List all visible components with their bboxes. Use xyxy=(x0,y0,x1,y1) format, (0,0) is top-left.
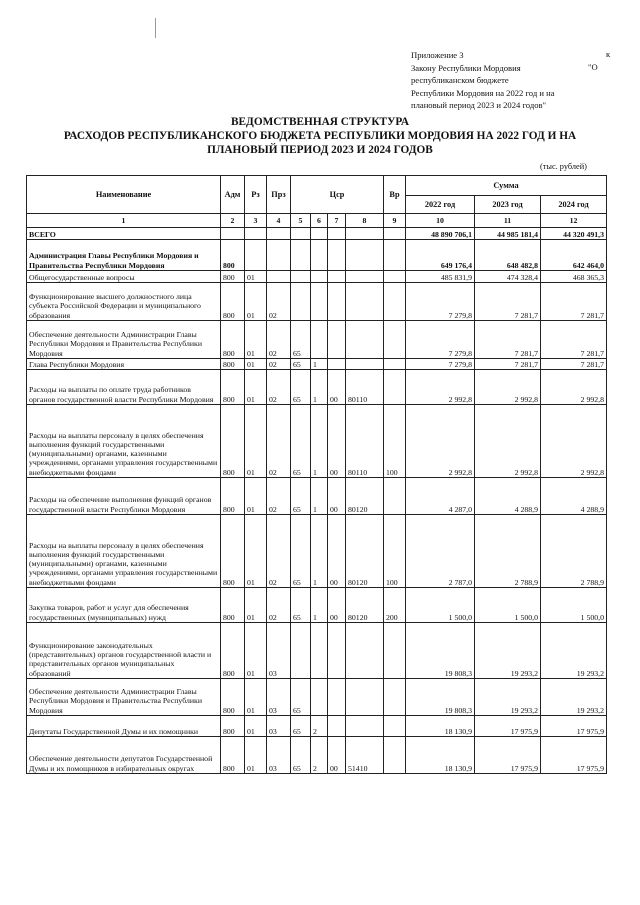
row-rz: 01 xyxy=(245,623,267,679)
row-csr-program xyxy=(291,271,311,283)
row-csr-program xyxy=(291,240,311,271)
column-index: 4 xyxy=(267,214,291,228)
row-adm: 800 xyxy=(221,370,245,405)
row-csr-direction xyxy=(346,228,384,240)
table-row xyxy=(27,283,607,321)
row-sum-2024: 17 975,9 xyxy=(541,716,607,737)
row-sum-2022: 7 279,8 xyxy=(406,359,475,370)
header-2024: 2024 год xyxy=(541,196,607,214)
appendix-line: республиканском бюджете xyxy=(411,75,509,86)
column-index: 9 xyxy=(384,214,406,228)
row-name: Обеспечение деятельности Администрации Главы Республики Мордовия и Правительства Республики Мордовия xyxy=(27,679,221,716)
row-prz: 03 xyxy=(267,623,291,679)
row-csr-direction xyxy=(346,283,384,321)
column-index: 3 xyxy=(245,214,267,228)
header-2022: 2022 год xyxy=(406,196,475,214)
row-csr-direction: 80110 xyxy=(346,370,384,405)
table-row xyxy=(27,271,607,283)
row-csr-program: 65 xyxy=(291,679,311,716)
row-csr-program: 65 xyxy=(291,478,311,515)
table-row xyxy=(27,679,607,716)
row-sum-2024: 19 293,2 xyxy=(541,623,607,679)
table-row xyxy=(27,515,607,588)
row-name: Депутаты Государственной Думы и их помощники xyxy=(27,716,221,737)
row-sum-2023: 648 482,8 xyxy=(475,240,541,271)
row-vr xyxy=(384,716,406,737)
row-rz: 01 xyxy=(245,679,267,716)
row-csr-sub: 1 xyxy=(311,588,328,623)
row-adm xyxy=(221,228,245,240)
row-sum-2022: 2 992,8 xyxy=(406,405,475,478)
table-row xyxy=(27,370,607,405)
table-row xyxy=(27,623,607,679)
row-vr xyxy=(384,240,406,271)
row-sum-2022: 19 808,3 xyxy=(406,679,475,716)
row-name: Расходы на выплаты персоналу в целях обеспечения выполнения функций государственными (муниципальными) органами, казенными учреждениями, органами управления государственными внебюджетными фондами xyxy=(27,515,221,588)
row-name: Расходы на обеспечение выполнения функций органов государственной власти Республики Мордовия xyxy=(27,478,221,515)
row-csr-program: 65 xyxy=(291,737,311,774)
row-csr-program xyxy=(291,623,311,679)
row-adm: 800 xyxy=(221,271,245,283)
row-csr-sub xyxy=(311,240,328,271)
row-sum-2024: 44 320 491,3 xyxy=(541,228,607,240)
row-csr-group xyxy=(328,240,346,271)
row-sum-2023: 19 293,2 xyxy=(475,679,541,716)
row-csr-sub xyxy=(311,271,328,283)
row-vr xyxy=(384,271,406,283)
row-rz: 01 xyxy=(245,271,267,283)
row-csr-sub xyxy=(311,679,328,716)
title-line: РАСХОДОВ РЕСПУБЛИКАНСКОГО БЮДЖЕТА РЕСПУБЛИКИ МОРДОВИЯ НА 2022 ГОД И НА xyxy=(63,130,577,142)
row-rz: 01 xyxy=(245,588,267,623)
column-index: 11 xyxy=(475,214,541,228)
row-csr-group: 00 xyxy=(328,737,346,774)
document-title xyxy=(20,115,620,157)
row-sum-2024: 7 281,7 xyxy=(541,359,607,370)
row-sum-2022: 18 130,9 xyxy=(406,716,475,737)
row-sum-2022: 1 500,0 xyxy=(406,588,475,623)
column-index: 1 xyxy=(27,214,221,228)
row-name: Расходы на выплаты по оплате труда работников органов государственной власти Республики Мордовия xyxy=(27,370,221,405)
table-row xyxy=(27,240,607,271)
row-csr-sub: 2 xyxy=(311,737,328,774)
row-csr-direction xyxy=(346,359,384,370)
row-prz: 02 xyxy=(267,405,291,478)
row-vr xyxy=(384,321,406,359)
row-csr-group: 00 xyxy=(328,405,346,478)
row-rz: 01 xyxy=(245,359,267,370)
header-vr: Вр xyxy=(384,176,406,214)
column-index: 8 xyxy=(346,214,384,228)
row-sum-2024: 468 365,3 xyxy=(541,271,607,283)
row-csr-program xyxy=(291,228,311,240)
budget-table xyxy=(26,175,607,774)
row-vr xyxy=(384,679,406,716)
title-line: ПЛАНОВЫЙ ПЕРИОД 2023 И 2024 ГОДОВ xyxy=(207,144,433,156)
row-adm: 800 xyxy=(221,679,245,716)
row-csr-sub: 1 xyxy=(311,478,328,515)
row-sum-2022: 2 787,0 xyxy=(406,515,475,588)
row-csr-program: 65 xyxy=(291,370,311,405)
appendix-line: плановый период 2023 и 2024 годов" xyxy=(411,100,547,111)
row-adm: 800 xyxy=(221,283,245,321)
column-index: 7 xyxy=(328,214,346,228)
row-name: Глава Республики Мордовия xyxy=(27,359,221,370)
row-name: Закупка товаров, работ и услуг для обеспечения государственных (муниципальных) нужд xyxy=(27,588,221,623)
row-sum-2023: 2 992,8 xyxy=(475,405,541,478)
row-sum-2022: 19 808,3 xyxy=(406,623,475,679)
row-sum-2023: 7 281,7 xyxy=(475,321,541,359)
row-sum-2022: 7 279,8 xyxy=(406,321,475,359)
row-adm: 800 xyxy=(221,515,245,588)
row-csr-sub: 1 xyxy=(311,370,328,405)
row-sum-2022: 485 831,9 xyxy=(406,271,475,283)
row-rz: 01 xyxy=(245,716,267,737)
row-sum-2023: 2 788,9 xyxy=(475,515,541,588)
row-csr-program: 65 xyxy=(291,588,311,623)
row-csr-sub xyxy=(311,283,328,321)
header-prz: Прз xyxy=(267,176,291,214)
row-prz: 02 xyxy=(267,478,291,515)
row-adm: 800 xyxy=(221,359,245,370)
scan-mark xyxy=(155,18,157,38)
row-adm: 800 xyxy=(221,588,245,623)
row-csr-direction xyxy=(346,240,384,271)
row-csr-program: 65 xyxy=(291,515,311,588)
table-row xyxy=(27,321,607,359)
row-prz: 03 xyxy=(267,679,291,716)
row-csr-sub xyxy=(311,623,328,679)
column-index: 12 xyxy=(541,214,607,228)
row-rz: 01 xyxy=(245,515,267,588)
row-sum-2023: 17 975,9 xyxy=(475,737,541,774)
row-adm: 800 xyxy=(221,623,245,679)
row-vr xyxy=(384,359,406,370)
row-sum-2023: 1 500,0 xyxy=(475,588,541,623)
row-name: ВСЕГО xyxy=(27,228,221,240)
row-csr-sub: 1 xyxy=(311,405,328,478)
table-row xyxy=(27,359,607,370)
row-sum-2022: 4 287,0 xyxy=(406,478,475,515)
row-sum-2023: 474 328,4 xyxy=(475,271,541,283)
row-prz: 03 xyxy=(267,716,291,737)
row-name: Администрация Главы Республики Мордовия и Правительства Республики Мордовия xyxy=(27,240,221,271)
row-vr xyxy=(384,737,406,774)
row-prz: 02 xyxy=(267,588,291,623)
appendix-corner-o: "О xyxy=(588,62,598,72)
row-sum-2022: 2 992,8 xyxy=(406,370,475,405)
table-row xyxy=(27,478,607,515)
row-csr-group xyxy=(328,228,346,240)
header-row xyxy=(27,176,607,196)
row-vr: 100 xyxy=(384,515,406,588)
column-index: 6 xyxy=(311,214,328,228)
row-prz: 02 xyxy=(267,283,291,321)
table-row xyxy=(27,737,607,774)
column-index: 5 xyxy=(291,214,311,228)
row-csr-group xyxy=(328,679,346,716)
row-csr-direction xyxy=(346,679,384,716)
row-csr-group xyxy=(328,321,346,359)
table-row xyxy=(27,228,607,240)
row-prz xyxy=(267,228,291,240)
row-sum-2023: 17 975,9 xyxy=(475,716,541,737)
row-name: Обеспечение деятельности депутатов Государственной Думы и их помощников в избирательных округах xyxy=(27,737,221,774)
row-csr-direction: 80120 xyxy=(346,588,384,623)
column-index: 10 xyxy=(406,214,475,228)
row-csr-group xyxy=(328,271,346,283)
row-adm: 800 xyxy=(221,405,245,478)
row-vr xyxy=(384,478,406,515)
row-csr-direction: 51410 xyxy=(346,737,384,774)
row-adm: 800 xyxy=(221,321,245,359)
column-index-row xyxy=(27,214,607,228)
row-adm: 800 xyxy=(221,716,245,737)
row-csr-program: 65 xyxy=(291,405,311,478)
row-sum-2023: 7 281,7 xyxy=(475,359,541,370)
row-csr-direction xyxy=(346,271,384,283)
row-sum-2024: 17 975,9 xyxy=(541,737,607,774)
row-adm: 800 xyxy=(221,478,245,515)
row-name: Общегосударственные вопросы xyxy=(27,271,221,283)
row-vr: 200 xyxy=(384,588,406,623)
header-rz: Рз xyxy=(245,176,267,214)
header-2023: 2023 год xyxy=(475,196,541,214)
row-sum-2024: 4 288,9 xyxy=(541,478,607,515)
row-vr xyxy=(384,623,406,679)
row-name: Функционирование высшего должностного лица субъекта Российской Федерации и муниципального образования xyxy=(27,283,221,321)
row-csr-group xyxy=(328,623,346,679)
row-sum-2023: 19 293,2 xyxy=(475,623,541,679)
row-adm: 800 xyxy=(221,737,245,774)
row-csr-direction xyxy=(346,623,384,679)
row-sum-2024: 2 992,8 xyxy=(541,370,607,405)
row-sum-2024: 7 281,7 xyxy=(541,283,607,321)
title-line: ВЕДОМСТВЕННАЯ СТРУКТУРА xyxy=(230,116,409,128)
row-csr-group xyxy=(328,283,346,321)
row-sum-2022: 18 130,9 xyxy=(406,737,475,774)
row-sum-2024: 642 464,0 xyxy=(541,240,607,271)
table-row xyxy=(27,405,607,478)
row-csr-direction: 80110 xyxy=(346,405,384,478)
row-csr-group: 00 xyxy=(328,478,346,515)
row-adm: 800 xyxy=(221,240,245,271)
row-csr-sub: 1 xyxy=(311,359,328,370)
row-prz xyxy=(267,271,291,283)
row-rz: 01 xyxy=(245,321,267,359)
row-rz: 01 xyxy=(245,405,267,478)
header-csr: Цср xyxy=(291,176,384,214)
row-name: Расходы на выплаты персоналу в целях обеспечения выполнения функций государственными (муниципальными) органами, казенными учреждениями, органами управления государственными внебюджетными фондами xyxy=(27,405,221,478)
row-prz: 02 xyxy=(267,359,291,370)
row-prz: 02 xyxy=(267,321,291,359)
row-rz: 01 xyxy=(245,283,267,321)
row-sum-2024: 2 992,8 xyxy=(541,405,607,478)
row-rz xyxy=(245,240,267,271)
row-csr-group: 00 xyxy=(328,370,346,405)
row-prz: 03 xyxy=(267,737,291,774)
row-csr-direction xyxy=(346,716,384,737)
column-index: 2 xyxy=(221,214,245,228)
row-sum-2024: 7 281,7 xyxy=(541,321,607,359)
row-sum-2024: 2 788,9 xyxy=(541,515,607,588)
row-sum-2022: 7 279,8 xyxy=(406,283,475,321)
row-csr-direction: 80120 xyxy=(346,515,384,588)
row-vr xyxy=(384,370,406,405)
row-csr-sub: 2 xyxy=(311,716,328,737)
row-rz xyxy=(245,228,267,240)
row-rz: 01 xyxy=(245,478,267,515)
row-csr-direction: 80120 xyxy=(346,478,384,515)
row-vr xyxy=(384,283,406,321)
row-prz: 02 xyxy=(267,370,291,405)
row-sum-2024: 1 500,0 xyxy=(541,588,607,623)
row-csr-sub xyxy=(311,321,328,359)
row-csr-group: 00 xyxy=(328,588,346,623)
row-csr-group: 00 xyxy=(328,515,346,588)
row-prz xyxy=(267,240,291,271)
row-sum-2023: 44 985 181,4 xyxy=(475,228,541,240)
header-adm: Адм xyxy=(221,176,245,214)
table-row xyxy=(27,716,607,737)
units-label: (тыс. рублей) xyxy=(540,162,587,171)
appendix-line: Приложение 3 xyxy=(411,50,464,60)
row-sum-2023: 2 992,8 xyxy=(475,370,541,405)
table-row xyxy=(27,588,607,623)
header-name: Наименование xyxy=(27,176,221,214)
row-sum-2023: 4 288,9 xyxy=(475,478,541,515)
row-csr-group xyxy=(328,359,346,370)
appendix-note xyxy=(411,49,611,112)
header-sum: Сумма xyxy=(406,176,607,196)
appendix-line: Республики Мордовия на 2022 год и на xyxy=(411,87,555,98)
row-csr-group xyxy=(328,716,346,737)
row-rz: 01 xyxy=(245,370,267,405)
row-csr-direction xyxy=(346,321,384,359)
row-csr-sub xyxy=(311,228,328,240)
appendix-line: Закону Республики Мордовия xyxy=(411,62,521,73)
row-rz: 01 xyxy=(245,737,267,774)
row-name: Обеспечение деятельности Администрации Главы Республики Мордовия и Правительства Республики Мордовия xyxy=(27,321,221,359)
row-csr-program: 65 xyxy=(291,359,311,370)
appendix-corner-k: к xyxy=(606,49,611,59)
row-csr-sub: 1 xyxy=(311,515,328,588)
row-sum-2022: 48 890 706,1 xyxy=(406,228,475,240)
row-csr-program: 65 xyxy=(291,716,311,737)
row-sum-2023: 7 281,7 xyxy=(475,283,541,321)
row-sum-2024: 19 293,2 xyxy=(541,679,607,716)
row-name: Функционирование законодательных (представительных) органов государственной власти и представительных органов муниципальных образований xyxy=(27,623,221,679)
row-vr: 100 xyxy=(384,405,406,478)
row-vr xyxy=(384,228,406,240)
row-sum-2022: 649 176,4 xyxy=(406,240,475,271)
row-csr-program xyxy=(291,283,311,321)
row-prz: 02 xyxy=(267,515,291,588)
row-csr-program: 65 xyxy=(291,321,311,359)
